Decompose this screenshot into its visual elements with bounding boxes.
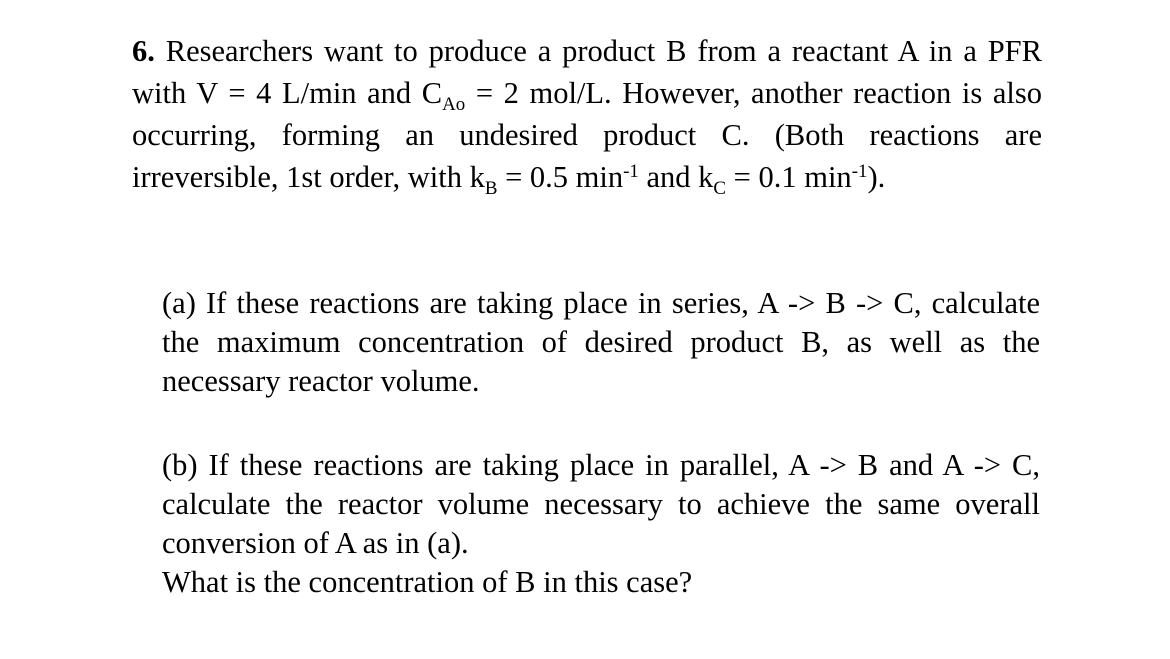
problem-number: 6. [132,34,155,68]
subscript-c: C [713,177,727,199]
part-a-text: (a) If these reactions are taking place in series, A -> B -> C, calculate the maximum concentration of desired product B, as well as the necessary reactor volume. [162,286,1040,398]
problem-statement [132,30,1042,198]
problem-text: ). [867,160,886,194]
problem-text: = 2 mol/L. However, another reaction is also occurring, forming an undesired product C. (Both reactions are irreversible, 1st order, with k [132,76,1042,194]
part-b [162,446,1040,602]
superscript-minus-one: -1 [851,160,868,182]
problem-text: = 0.5 min [497,160,624,194]
superscript-minus-one: -1 [623,160,639,182]
problem-text: Researchers want to produce a product B from a reactant A in a PFR with V = 4 L/min and C [132,34,1042,110]
part-b-text: (b) If these reactions are taking place in parallel, A -> B and A -> C, calculate the reactor volume necessary to achieve the same overall conversion of A as in (a). [162,448,1040,560]
subscript-ao: Ao [442,93,466,115]
subscript-b: B [484,177,498,199]
problem-text: = 0.1 min [726,160,852,194]
problem-text: and k [638,160,714,194]
part-a [162,284,1040,401]
part-b-question: What is the concentration of B in this case? [162,565,693,599]
